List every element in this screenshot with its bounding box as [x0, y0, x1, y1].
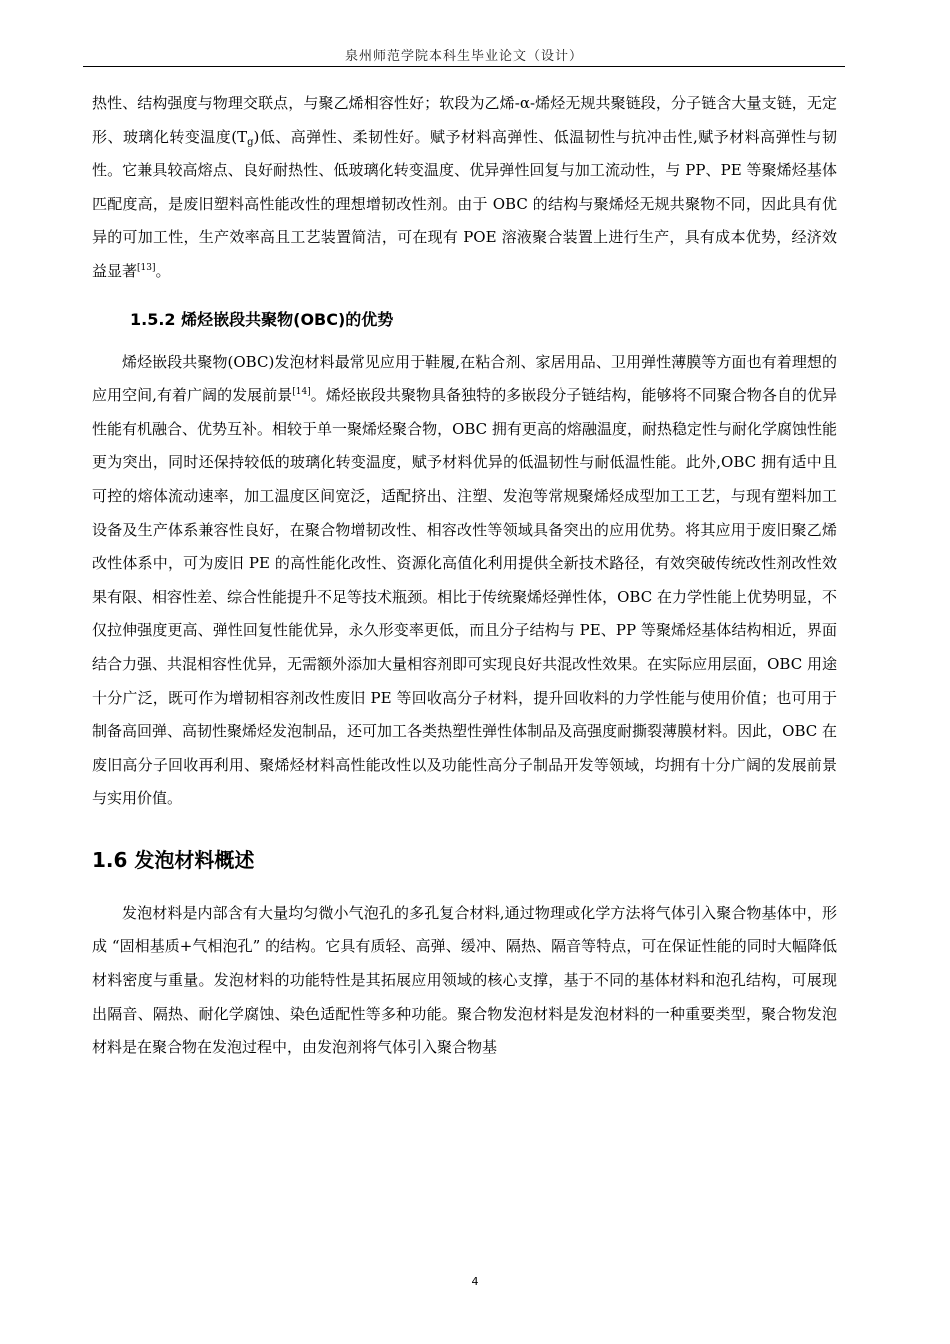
section-heading-1-5-2: 1.5.2 烯烃嵌段共聚物(OBC)的优势: [130, 309, 394, 329]
paragraph-foam-overview: 发泡材料是内部含有大量均匀微小气泡孔的多孔复合材料,通过物理或化学方法将气体引入聚合物基体中，形成 “固相基质+气相泡孔” 的结构。它具有质轻、高弹、缓冲、隔热、隔音等特点，可在保证性能的同时大幅降低材料密度与重量。发泡材料的功能特性是其拓展应用领域的核心支撑，基于不同的基体材料和泡孔结构，可展现出隔音、隔热、耐化学腐蚀、染色适配性等多种功能。聚合物发泡材料是发泡材料的一种重要类型，聚合物发泡材料是在聚合物在发泡过程中，由发泡剂将气体引入聚合物基: [92, 903, 837, 1057]
tg-subscript: g: [247, 136, 254, 148]
body-text: [92, 87, 837, 1065]
page-number: 4: [471, 1275, 479, 1288]
running-header-title: 泉州师范学院本科生毕业论文（设计）: [344, 49, 583, 64]
text-span: 。: [155, 261, 171, 280]
paragraph-obc-structure: [92, 87, 837, 289]
text-span: 。烯烃嵌段共聚物具备独特的多嵌段分子链结构，能够将不同聚合物各自的优异性能有机融合、优势互补。相较于单一聚烯烃聚合物，OBC 拥有更高的熔融温度，耐热稳定性与耐化学腐蚀性能更为突出，同时还保持较低的玻璃化转变温度，赋予材料优异的低温韧性与耐低温性能。此外,OBC 拥有适中且可控的熔体流动速率，加工温度区间宽泛，适配挤出、注塑、发泡等常规聚烯烃成型加工工艺，与现有塑料加工设备及生产体系兼容性良好，在聚合物增韧改性、相容改性等领域具备突出的应用优势。将其应用于废旧聚乙烯改性体系中，可为废旧 PE 的高性能化改性、资源化高值化利用提供全新技术路径，有效突破传统改性剂改性效果有限、相容性差、综合性能提升不足等技术瓶颈。相比于传统聚烯烃弹性体，OBC 在力学性能上优势明显，不仅拉伸强度更高、弹性回复性能优异，永久形变率更低，而且分子结构与 PE、PP 等聚烯烃基体结构相近，界面结合力强、共混相容性优异，无需额外添加大量相容剂即可实现良好共混改性效果。在实际应用层面，OBC 用途十分广泛，既可作为增韧相容剂改性废旧 PE 等回收高分子材料，提升回收料的力学性能与使用价值；也可用于制备高回弹、高韧性聚烯烃发泡制品，还可加工各类热塑性弹性体制品及高强度耐撕裂薄膜材料。因此，OBC 在废旧高分子回收再利用、聚烯烃材料高性能改性以及功能性高分子制品开发等领域，均拥有十分广阔的发展前景与实用价值。: [92, 386, 837, 808]
citation-14: [14]: [292, 387, 311, 398]
text-span: )低、高弹性、柔韧性好。赋予材料高弹性、低温韧性与抗冲击性,赋予材料高弹性与韧性。它兼具较高熔点、良好耐热性、低玻璃化转变温度、优异弹性回复与加工流动性，与 PP、PE 等聚烯烃基体匹配度高，是废旧塑料高性能改性的理想增韧改性剂。由于 OBC 的结构与聚烯烃无规共聚物不同，因此具有优异的可加工性，生产效率高且工艺装置简洁，可在现有 POE 溶液聚合装置上进行生产，具有成本优势，经济效益显著: [92, 127, 837, 280]
text-span: 热性、结构强度与物理交联点，与聚乙烯相容性好；软段为乙烯-α-烯烃无规共聚链段，分子链含大量支链，无定形、玻璃化转变温度(T: [92, 94, 837, 146]
paragraph-obc-advantages: [92, 346, 837, 816]
citation-13: [13]: [137, 262, 156, 273]
text-span: 烯烃嵌段共聚物(OBC)发泡材料最常见应用于鞋履,在粘合剂、家居用品、卫用弹性薄膜等方面也有着理想的应用空间,有着广阔的发展前景: [92, 352, 837, 405]
header-rule: [83, 66, 845, 67]
section-heading-1-6: 1.6 发泡材料概述: [92, 847, 255, 872]
